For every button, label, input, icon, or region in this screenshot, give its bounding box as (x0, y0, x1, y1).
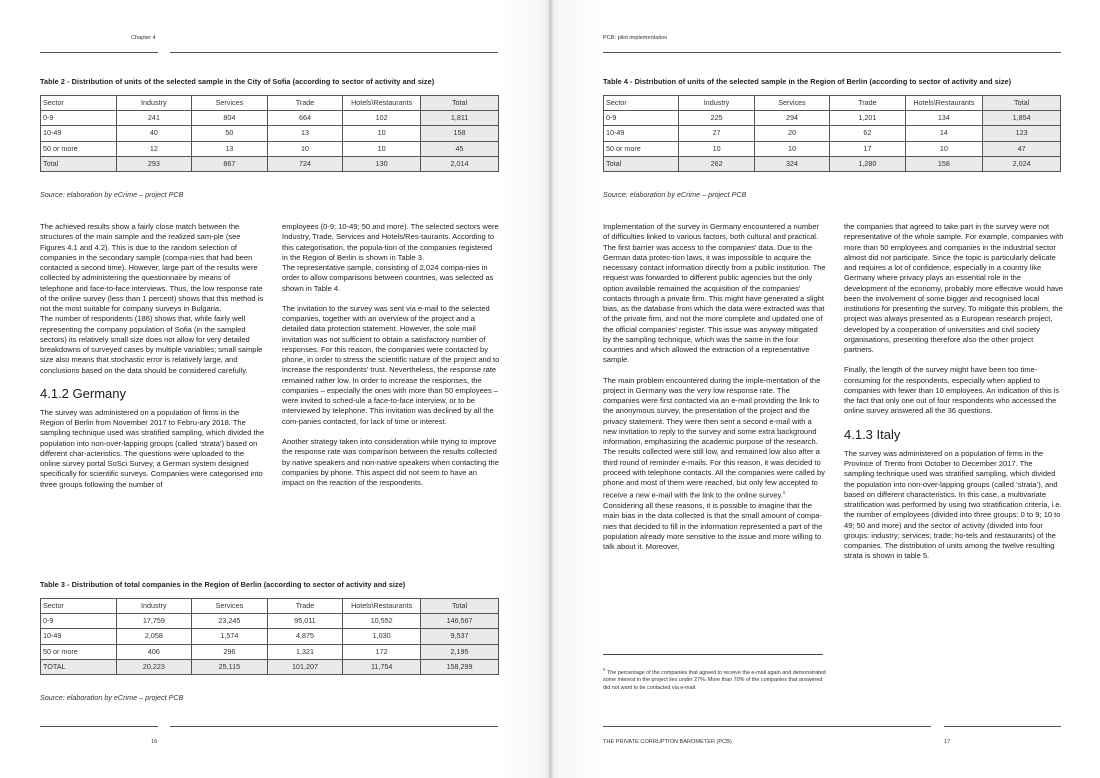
footnote-text: The percentage of the companies that agreed to receive the e-mail again and demonstrated some interest in the project lies under 27%. More than 70% of the companies that answered did not want to be contacted via e-mail. (603, 669, 826, 691)
table-cell: 130 (343, 156, 421, 171)
row-label: 0-9 (41, 111, 117, 126)
table-cell: 17 (830, 141, 905, 156)
column-header: Total (983, 96, 1061, 111)
table2-source: Source: elaboration by eCrime – project PCB (40, 190, 184, 199)
table-cell: 724 (267, 156, 343, 171)
header-rule (603, 52, 1061, 53)
footer-rule-long (170, 726, 498, 727)
right-column-1 (603, 222, 827, 563)
table-cell: 123 (983, 126, 1061, 141)
page-number-left: 16 (151, 739, 158, 745)
column-header: Hotels\Restaurants (343, 599, 421, 614)
paragraph: Another strategy taken into consideration while trying to improve the response rate was comparison between the results collected by native speakers and non-native speakers when contacting the companies by phone. This aspect did not seem to have an impact on the reaction of the respondents. (282, 437, 499, 488)
table-cell: 158 (421, 126, 499, 141)
paragraph: The survey was administered on a population of firms in the Province of Trento from October to December 2017. The sampling technique used was stratified sampling, which divided the population into non-over-lapping groups (called ‘strata’), and based on different characteristics. In this case, a multivariate stratification was performed by using two stratification criteria, i.e. the number of employees (divided into three groups: 0 to 9; 10 to 49; 50 and more) and the sector of activity (divided into four groups: industry; services; trade; ho-tels and restaurants) of the companies. The distribution of units among the twelve resulting strata is shown in table 5. (844, 448, 1062, 561)
table-cell: 225 (679, 111, 754, 126)
table-cell: 50 (192, 126, 268, 141)
table-total-row (41, 659, 499, 674)
column-header: Services (192, 96, 268, 111)
column-header: Total (421, 96, 499, 111)
left-page (0, 0, 548, 778)
table-cell: 95,011 (267, 614, 343, 629)
table-cell: 664 (267, 111, 343, 126)
table-cell: 1,201 (830, 111, 905, 126)
table-cell: 11,754 (343, 659, 421, 674)
table-cell: 324 (754, 156, 829, 171)
table-cell: 1,280 (830, 156, 905, 171)
table-row (41, 126, 499, 141)
table4-caption: Table 4 - Distribution of units of the selected sample in the Region of Berlin (according to sector of activity and size) (603, 77, 1012, 86)
footnote-number: 8 (603, 667, 606, 672)
table-row (41, 141, 499, 156)
column-header: Trade (267, 96, 343, 111)
paragraph: The invitation to the survey was sent via e-mail to the selected companies, together with an overview of the project and a detailed data protection statement. However, the sole mail invitation was not sufficient to obtain a satisfactory number of responses. For this reason, the companies were contacted by phone, in order to stress the scientific nature of the project and to increase the respondents' trust. Nevertheless, the response rate remained rather low. In order to increase the responses, the companies – especially the ones with more than 50 employees – were invited to sched-ule a face-to-face interview, or to be interviewed by telephone. This invitation was declined by all the com-panies contacted, for lack of time or interest. (282, 303, 500, 426)
table-cell: 1,321 (267, 644, 343, 659)
footer-title: THE PRIVATE CORRUPTION BAROMETER (PCB) (603, 739, 732, 745)
row-label: 0-9 (604, 111, 679, 126)
table-cell: 4,875 (267, 629, 343, 644)
table-cell: 13 (267, 126, 343, 141)
column-header: Hotels\Restaurants (343, 96, 421, 111)
table-cell: 13 (192, 141, 268, 156)
table-cell: 10 (905, 141, 983, 156)
table-cell: 296 (192, 644, 268, 659)
table-cell: 158 (905, 156, 983, 171)
table4 (603, 95, 1061, 172)
table-header-row (41, 599, 499, 614)
table-total-row (604, 156, 1061, 171)
table-cell: 10 (343, 141, 421, 156)
table-row (41, 629, 499, 644)
column-header: Trade (830, 96, 905, 111)
table-cell: 10 (679, 141, 754, 156)
table-row (604, 111, 1061, 126)
table-cell: 25,115 (192, 659, 268, 674)
table-cell: 1,854 (983, 111, 1061, 126)
paragraph: Finally, the length of the survey might have been too time-consuming for the respondents, especially when applied to companies with fewer than 10 employees. An indication of this is the fact that only one out of four respondents who accessed the online survey answered all the 36 questions. (844, 365, 1060, 416)
table-cell: 17,759 (116, 614, 192, 629)
paragraph: employees (0-9; 10-49; 50 and more). The selected sectors were Industry, Trade, Services and Hotels/Res-taurants. According to this categorisation, the popula-tion of the companies registered in the Region of Berlin is shown in Table 3. (282, 222, 499, 262)
table-row (604, 126, 1061, 141)
column-header: Sector (41, 96, 117, 111)
table-cell: 47 (983, 141, 1061, 156)
table-cell: 10,552 (343, 614, 421, 629)
table-cell: 45 (421, 141, 499, 156)
column-header: Services (192, 599, 268, 614)
footnote-marker[interactable]: 8 (782, 490, 786, 496)
table-cell: 2,195 (421, 644, 499, 659)
running-head-left: Chapter 4 (131, 35, 156, 41)
row-label: Total (604, 156, 679, 171)
footnote (603, 666, 827, 693)
table-cell: 20 (754, 126, 829, 141)
table-cell: 102 (343, 111, 421, 126)
table2-caption: Table 2 - Distribution of units of the selected sample in the City of Sofia (according to sector of activity and size) (40, 77, 435, 86)
table-cell: 40 (116, 126, 192, 141)
header-rule-short (40, 52, 158, 53)
table-cell: 172 (343, 644, 421, 659)
column-header: Industry (116, 599, 192, 614)
column-header: Trade (267, 599, 343, 614)
footer-rule-short (944, 726, 1061, 727)
running-head-right: PCB: pilot implementation (603, 35, 668, 41)
paragraph-text: The main problem encountered during the imple-mentation of the project in Germany was the very low response rate. The companies were first contacted via an e-mail providing the link to the anonymous survey, the presentation of the project and the privacy statement. They were then sent a second e-mail with a new invitation to reply to the survey and some extra background information, emphasizing the academic purpose of the research. The results collected were still low, and remained low also after a third round of reminder e-mails. For this reason, it was decided to proceed with telephone contacts. All the companies were called by phone and most of them were reached, but only few accepted to receive a new e-mail with the link to the online survey. (603, 375, 825, 500)
table-cell: 10 (754, 141, 829, 156)
table-cell: 20,223 (116, 659, 192, 674)
section-heading-germany: 4.1.2 Germany (40, 385, 126, 401)
paragraph: The number of respondents (186) shows that, while fairly well representing the company population of Sofia (in the sampled sectors) its relatively small size does not allow for very detailed breakdowns of surveyed cases by multiple variables; small sample size also means that stochastic error is relatively large, and conclusions based on the data should be considered carefully. (40, 314, 263, 375)
table4-source: Source: elaboration by eCrime – project PCB (603, 190, 747, 199)
row-label: 10-49 (41, 126, 117, 141)
row-label: 50 or more (604, 141, 679, 156)
table-cell: 158,299 (421, 659, 499, 674)
column-header: Hotels\Restaurants (905, 96, 983, 111)
table-cell: 27 (679, 126, 754, 141)
table-cell: 62 (830, 126, 905, 141)
page-number-right: 17 (944, 739, 951, 745)
table3-caption: Table 3 - Distribution of total companies in the Region of Berlin (according to sector of activity and size) (40, 580, 406, 589)
row-label: 0-9 (41, 614, 117, 629)
paragraph: the companies that agreed to take part in the survey were not representative of the whole sample. For example, companies with more than 50 employees and companies in the industrial sector almost did not participate. Since the topic is particularly delicate and requires a lot of confidence, especially in a country like Germany where privacy plays an essential role in the development of the economy, probably more effective would have been the involvement of some bigger and recognised local institutions for presenting the survey. To mitigate this problem, the project was always presented as a European research project, developed by a cooperation of universities and civil society organisations, presenting therefore also the other project partners. (844, 222, 1064, 354)
footer-rule-short (40, 726, 158, 727)
right-column-2 (844, 222, 1064, 572)
table-cell: 2,058 (116, 629, 192, 644)
row-label: 50 or more (41, 141, 117, 156)
table-cell: 9,537 (421, 629, 499, 644)
table-cell: 1,811 (421, 111, 499, 126)
table-header-row (604, 96, 1061, 111)
left-column-1 (40, 222, 264, 500)
table-cell: 262 (679, 156, 754, 171)
table-total-row (41, 156, 499, 171)
column-header: Sector (604, 96, 679, 111)
column-header: Industry (116, 96, 192, 111)
table-cell: 23,245 (192, 614, 268, 629)
paragraph (603, 376, 827, 553)
table-cell: 101,207 (267, 659, 343, 674)
table-cell: 294 (754, 111, 829, 126)
paragraph-text: Considering all these reasons, it is possible to imagine that the main bias in the data collected is that the small amount of compa-nies that decided to fill in the information represented a part of the population already more sensitive to the issue and more willing to talk about it. Moreover, (603, 501, 823, 552)
row-label: TOTAL (41, 659, 117, 674)
column-header: Industry (679, 96, 754, 111)
footnote-rule (603, 654, 823, 655)
table3-source: Source: elaboration by eCrime – project PCB (40, 693, 184, 702)
table-row (604, 141, 1061, 156)
table-cell: 406 (116, 644, 192, 659)
table2 (40, 95, 499, 172)
row-label: 50 or more (41, 644, 117, 659)
table3 (40, 598, 499, 675)
table-cell: 12 (116, 141, 192, 156)
paragraph: The achieved results show a fairly close match between the structures of the main sample and the realized sam-ple (see Figures 4.1 and 4.2). This is due to the random selection of companies in the secondary sample (compa-nies that had been contacted a second time). However, large part of the results were collected by administering the questionnaire by means of telephone and face-to-face interviews. Thus, the low response rate of the online survey (less than 1 percent) shows that this method is not the most suitable for company surveys in Bulgaria. (40, 222, 264, 313)
section-heading-italy: 4.1.3 Italy (844, 426, 901, 442)
row-label: 10-49 (41, 629, 117, 644)
column-header: Total (421, 599, 499, 614)
table-cell: 2,024 (983, 156, 1061, 171)
table-cell: 10 (267, 141, 343, 156)
table-row (41, 644, 499, 659)
table-header-row (41, 96, 499, 111)
column-header: Sector (41, 599, 117, 614)
table-cell: 10 (343, 126, 421, 141)
paragraph: The representative sample, consisting of 2,024 compa-nies in order to allow comparisons between countries, was selected as shown in Table 4. (282, 263, 494, 293)
table-cell: 134 (905, 111, 983, 126)
paragraph: The survey was administered on a population of firms in the Region of Berlin from November 2017 to Febru-ary 2018. The sampling technique used was stratified sampling, which divided the population into non-over-lapping groups (called ‘strata’) based on different char-acteristics. The questions were uploaded to the online survey portal SoSci Survey, a German system designed specifically for scientific surveys. Companies were categorised into three groups following the number of (40, 407, 265, 489)
table-cell: 293 (116, 156, 192, 171)
table-cell: 1,030 (343, 629, 421, 644)
header-rule-long (170, 52, 498, 53)
row-label: 10-49 (604, 126, 679, 141)
right-page (553, 0, 1100, 778)
table-cell: 2,014 (421, 156, 499, 171)
table-cell: 804 (192, 111, 268, 126)
table-cell: 146,567 (421, 614, 499, 629)
column-header: Services (754, 96, 829, 111)
table-row (41, 614, 499, 629)
table-cell: 1,574 (192, 629, 268, 644)
left-column-2 (282, 222, 500, 499)
table-cell: 867 (192, 156, 268, 171)
row-label: Total (41, 156, 117, 171)
table-row (41, 111, 499, 126)
paragraph: Implementation of the survey in Germany encountered a number of difficulties linked to various factors, both cultural and practical. The first barrier was access to the companies' data. Due to the German data protec-tion laws, it was impossible to acquire the necessary contact information directly from a public institution. The request was forwarded to different public agencies but the only option available remained the acquisition of the companies' contacts through a private firm. This might have generated a slight bias, as the database from which the data were extracted was that of the private firm, and not the more complete and updated one of the official companies' register. This issue was anyway mitigated by the sampling technique, which was the same in the four countries and which allowed the extraction of a representative sample. (603, 222, 826, 365)
footer-rule-long (603, 726, 931, 727)
table-cell: 241 (116, 111, 192, 126)
table-cell: 14 (905, 126, 983, 141)
